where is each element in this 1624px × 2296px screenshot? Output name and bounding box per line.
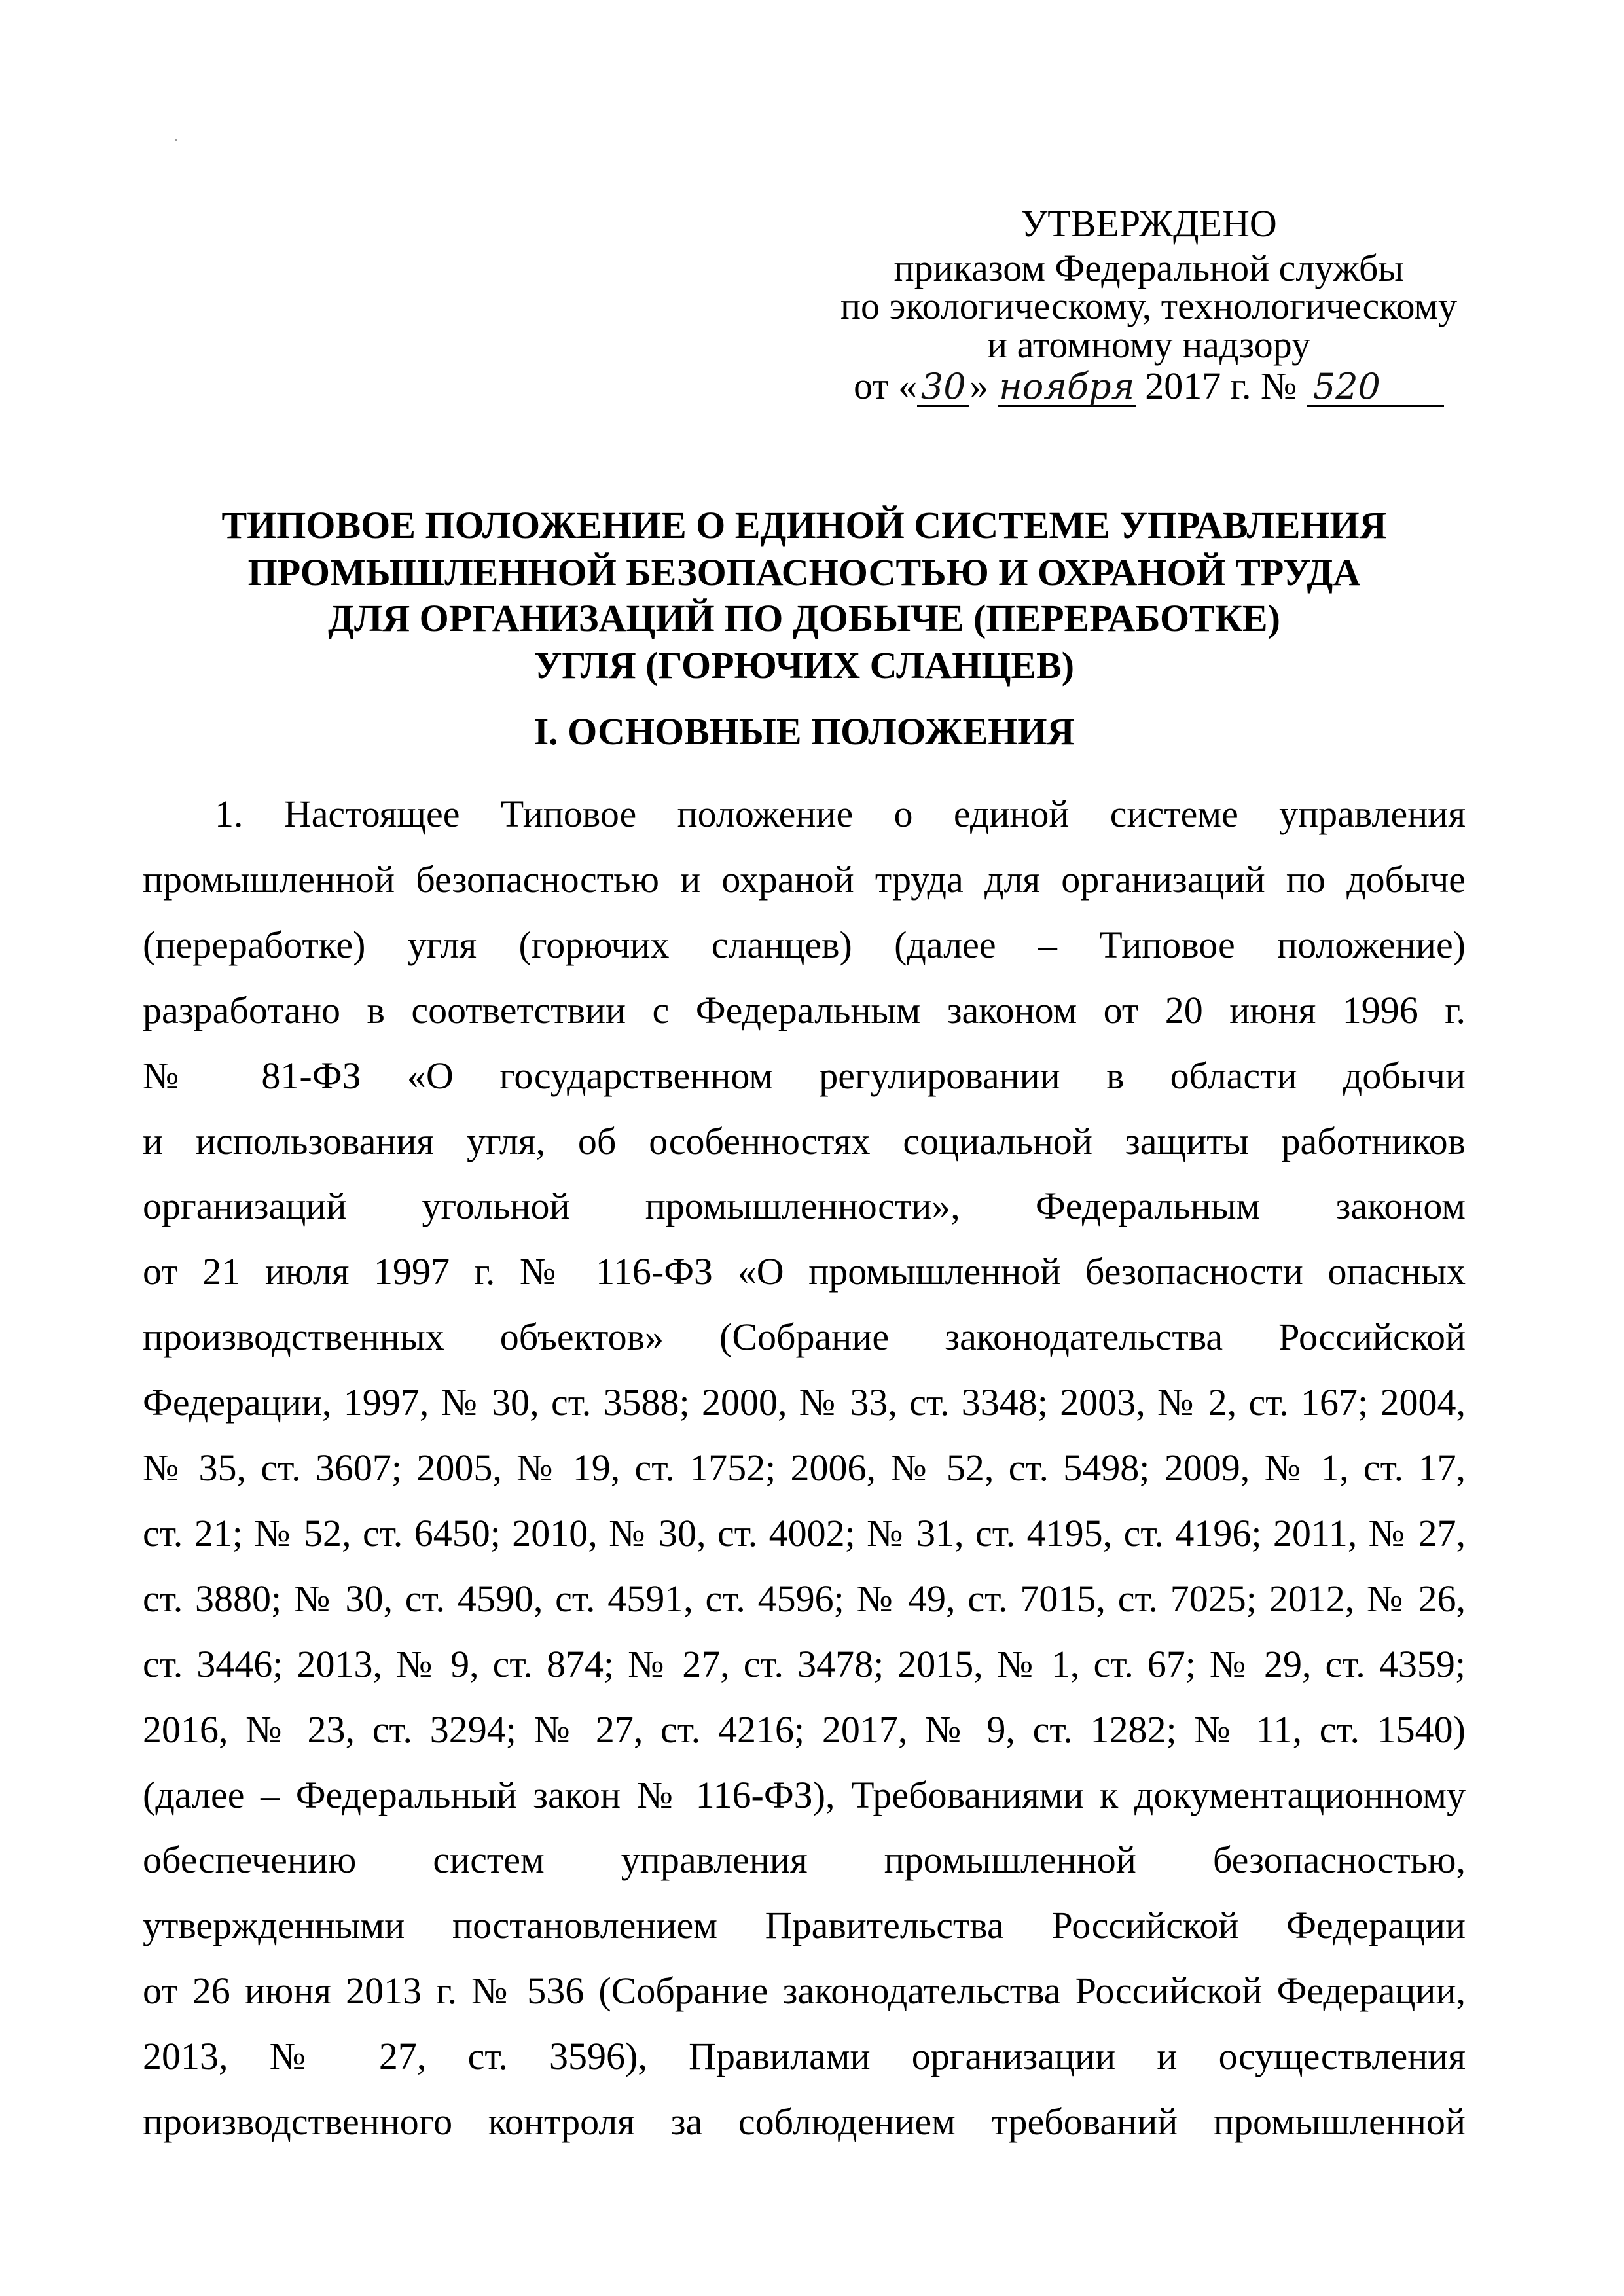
body-line: (далее – Федеральный закон № 116-ФЗ), Требованиями к документационному xyxy=(143,1773,1466,1816)
approval-heading: УТВЕРЖДЕНО xyxy=(1020,202,1277,245)
scan-speck xyxy=(175,139,177,141)
body-line: обеспечению систем управления промышленной безопасностью, xyxy=(143,1839,1466,1882)
approval-line-1: приказом Федеральной службы xyxy=(893,247,1404,289)
body-line: разработано в соответствии с Федеральным законом от 20 июня 1996 г. xyxy=(143,988,1466,1031)
body-line: производственного контроля за соблюдением требований промышленной xyxy=(143,2100,1466,2143)
date-prefix: от « xyxy=(854,365,918,407)
body-line: 1. Настоящее Типовое положение о единой системе управления xyxy=(215,793,1466,835)
body-line: организаций угольной промышленности», Федеральным законом xyxy=(143,1185,1466,1228)
body-line: (переработке) угля (горючих сланцев) (далее – Типовое положение) xyxy=(143,923,1466,966)
body-line: Федерации, 1997, № 30, ст. 3588; 2000, № 33, ст. 3348; 2003, № 2, ст. 167; 2004, xyxy=(143,1381,1466,1424)
body-line: производственных объектов» (Собрание законодательства Российской xyxy=(143,1316,1466,1359)
title-line: ТИПОВОЕ ПОЛОЖЕНИЕ О ЕДИНОЙ СИСТЕМЕ УПРАВЛЕНИЯ xyxy=(221,504,1387,547)
body-line: утвержденными постановлением Правительства Российской Федерации xyxy=(143,1904,1466,1947)
title-line: ДЛЯ ОРГАНИЗАЦИЙ ПО ДОБЫЧЕ (ПЕРЕРАБОТКЕ) xyxy=(328,597,1280,639)
section-heading: I. ОСНОВНЫЕ ПОЛОЖЕНИЯ xyxy=(533,710,1075,753)
body-line: № 35, ст. 3607; 2005, № 19, ст. 1752; 2006, № 52, ст. 5498; 2009, № 1, ст. 17, xyxy=(143,1446,1466,1489)
date-year: 2017 г. № xyxy=(1145,365,1297,407)
handwritten-month: ноября xyxy=(999,366,1135,407)
approval-line-3: и атомному надзору xyxy=(987,323,1310,366)
body-line: ст. 21; № 52, ст. 6450; 2010, № 30, ст. 4002; № 31, ст. 4195, ст. 4196; 2011, № 27, xyxy=(143,1511,1466,1554)
title-line: ПРОМЫШЛЕННОЙ БЕЗОПАСНОСТЬЮ И ОХРАНОЙ ТРУДА xyxy=(247,551,1361,594)
body-line: и использования угля, об особенностях социальной защиты работников xyxy=(143,1119,1466,1162)
body-line: ст. 3446; 2013, № 9, ст. 874; № 27, ст. 3478; 2015, № 1, ст. 67; № 29, ст. 4359; xyxy=(143,1642,1466,1685)
handwritten-order-number: 520 xyxy=(1307,368,1444,407)
approval-line-2: по экологическому, технологическому xyxy=(840,285,1458,327)
body-line: ст. 3880; № 30, ст. 4590, ст. 4591, ст. 4596; № 49, ст. 7015, ст. 7025; 2012, № 26, xyxy=(143,1577,1466,1620)
body-line: 2013, № 27, ст. 3596), Правилами организации и осуществления xyxy=(143,2035,1466,2078)
body-line: № 81-ФЗ «О государственном регулировании в области добычи xyxy=(143,1054,1466,1097)
body-line: от 26 июня 2013 г. № 536 (Собрание законодательства Российской Федерации, xyxy=(143,1969,1466,2013)
handwritten-day: 30 xyxy=(917,368,969,407)
body-line: от 21 июля 1997 г. № 116-ФЗ «О промышленной безопасности опасных xyxy=(143,1250,1466,1293)
body-line: промышленной безопасностью и охраной труда для организаций по добыче xyxy=(143,857,1466,901)
body-line: 2016, № 23, ст. 3294; № 27, ст. 4216; 2017, № 9, ст. 1282; № 11, ст. 1540) xyxy=(143,1708,1466,1751)
title-line: УГЛЯ (ГОРЮЧИХ СЛАНЦЕВ) xyxy=(533,644,1075,687)
date-quote-close: » xyxy=(969,365,989,407)
approval-date-line xyxy=(821,365,1476,408)
